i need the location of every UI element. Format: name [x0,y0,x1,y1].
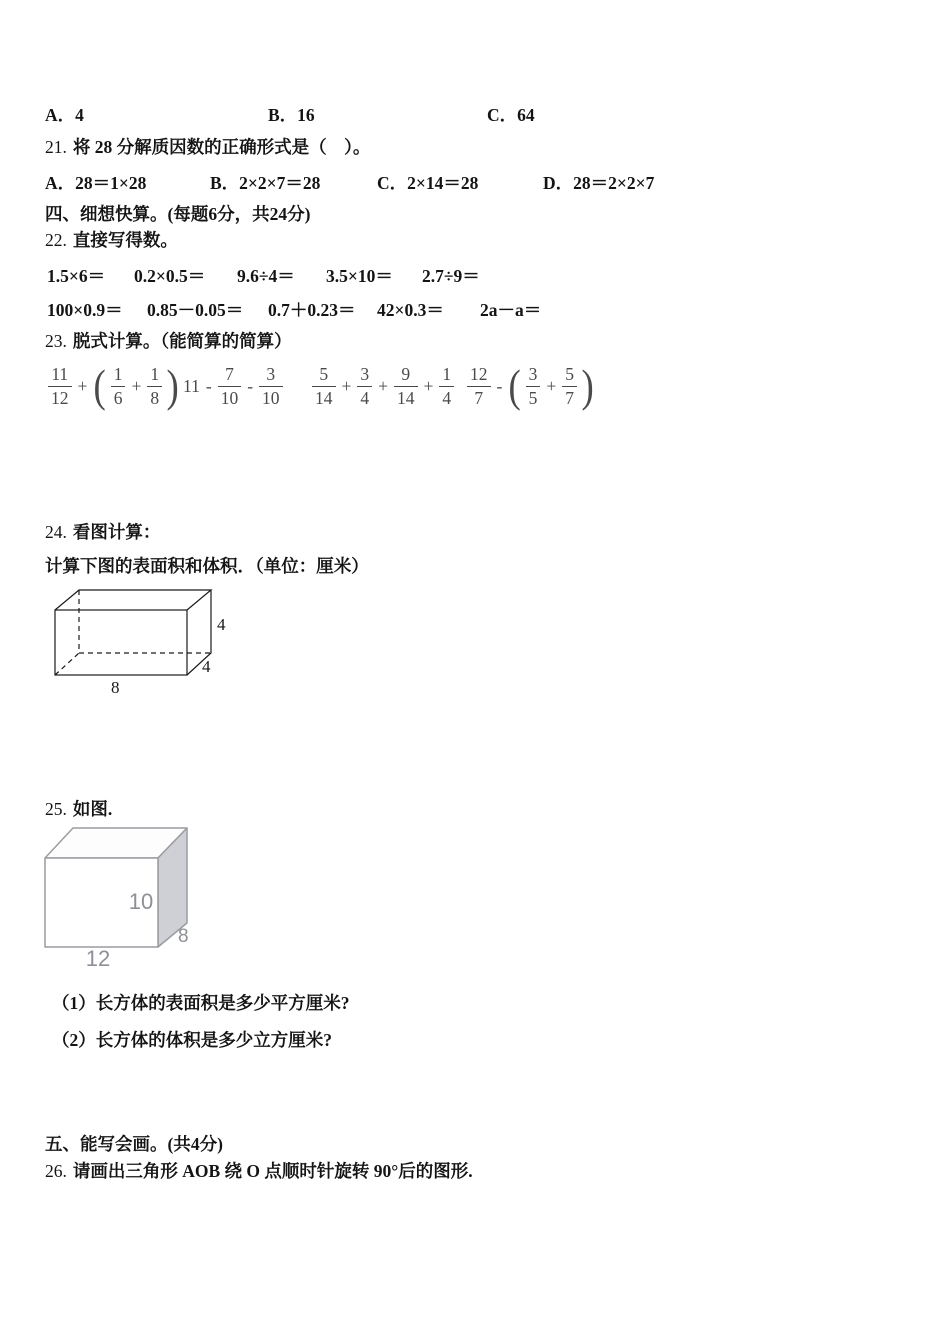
question-21-stem [45,136,370,158]
math-expression: 9.6÷4＝ [237,266,295,286]
denominator: 8 [150,387,160,408]
denominator: 7 [565,387,575,408]
question-number: 21. [45,137,67,157]
math-expression: 42×0.3＝ [377,300,444,320]
denominator: 7 [474,387,484,408]
integer: 11 [183,375,200,396]
fraction [526,364,541,409]
denominator: 12 [51,387,69,408]
math-expression: 100×0.9＝ [47,300,123,320]
fraction [48,364,72,409]
math-expression-2 [181,354,285,418]
option-a: A．28＝1×28 [45,173,147,193]
fraction [147,364,162,409]
numerator: 12 [467,364,491,387]
fraction [218,364,242,409]
numerator: 7 [218,364,242,387]
question-text: 脱式计算。（能简算的简算） [72,331,292,351]
height-dimension-label: 4 [217,615,226,634]
fraction [111,364,126,409]
section-4-heading: 四、细想快算。(每题6分，共24分) [45,204,311,224]
numerator: 3 [357,364,372,387]
front-face [55,610,187,675]
numerator: 1 [439,364,454,387]
fraction [467,364,491,409]
operator: + [378,375,388,396]
fraction [394,364,418,409]
height-dimension-label: 10 [128,889,154,914]
denominator: 14 [397,387,415,408]
cuboid-figure-q24 [45,583,255,705]
question-text: 如图. [72,799,113,819]
denominator: 14 [315,387,333,408]
fraction [562,364,577,409]
option-a: A．4 [45,105,84,125]
width-dimension-label: 8 [111,678,120,697]
question-number: 23. [45,331,67,351]
cuboid-figure-q25 [40,818,210,978]
denominator: 4 [442,387,452,408]
question-23-stem [45,330,292,352]
operator: - [205,375,212,396]
fraction-expressions-row [0,354,950,418]
operator: - [496,375,503,396]
numerator: 11 [48,364,72,387]
question-24-instruction: 计算下图的表面积和体积．（单位：厘米） [45,556,369,576]
question-24-stem [45,521,160,543]
numerator: 1 [111,364,126,387]
option-c: C．2×14＝28 [377,173,479,193]
math-expression-3 [310,354,456,418]
fraction [357,364,372,409]
denominator: 4 [360,387,370,408]
operator: + [77,375,88,396]
question-number: 26. [45,1161,67,1181]
denominator: 6 [113,387,123,408]
fraction [259,364,283,409]
option-b: B．2×2×7＝28 [210,173,321,193]
question-25-part-2: （2）长方体的体积是多少立方厘米? [52,1030,332,1050]
math-expression-4: $\frac{12}{7}$ - ( $\frac{3}{5}$ + $\frac{5}{7}$ ) [465,354,596,418]
depth-dimension-label: 4 [202,657,211,676]
option-b: B．16 [268,105,315,125]
denominator: 10 [262,387,280,408]
math-expression: 3.5×10＝ [326,266,393,286]
math-expression: 0.7＋0.23＝ [268,300,356,320]
math-expression: 1.5×6＝ [47,266,106,286]
question-text: 将 28 分解质因数的正确形式是（ ）。 [72,137,371,157]
operator: + [341,375,352,396]
question-text: 请画出三角形 AOB 绕 O 点顺时针旋转 90°后的图形. [72,1161,473,1181]
operator: + [546,375,557,396]
numerator: 1 [147,364,162,387]
operator: + [423,375,434,396]
operator: - [247,375,254,396]
fraction [439,364,454,409]
question-22-stem [45,229,178,251]
question-text: 看图计算： [72,522,161,542]
section-5-heading: 五、能写会画。(共4分) [45,1134,223,1154]
math-expression: 2.7÷9＝ [422,266,480,286]
denominator: 10 [220,387,239,408]
depth-dimension-label: 8 [178,926,189,947]
question-number: 24. [45,522,67,542]
question-25-stem [45,798,112,820]
math-expression: 0.85－0.05＝ [147,300,244,320]
numerator: 5 [312,364,336,387]
denominator: 5 [528,387,538,408]
question-text: 直接写得数。 [72,230,178,250]
math-expression: 0.2×0.5＝ [134,266,206,286]
hidden-edges [55,590,211,675]
numerator: 3 [259,364,283,387]
option-d: D．28＝2×2×7 [543,173,655,193]
numerator: 9 [394,364,418,387]
numerator: 5 [562,364,577,387]
question-number: 25. [45,799,67,819]
math-expression: 2a－a＝ [480,300,542,320]
question-25-part-1: （1）长方体的表面积是多少平方厘米? [52,993,350,1013]
option-c: C．64 [487,105,535,125]
question-number: 22. [45,230,67,250]
operator: + [131,375,142,396]
math-expression-1: $\frac{11}{12}$ + ( $\frac{1}{6}$ + $\frac{1}{8}$ ) [46,354,181,418]
question-26-stem [45,1160,473,1182]
numerator: 3 [526,364,541,387]
fraction [312,364,336,409]
width-dimension-label: 12 [85,946,111,971]
